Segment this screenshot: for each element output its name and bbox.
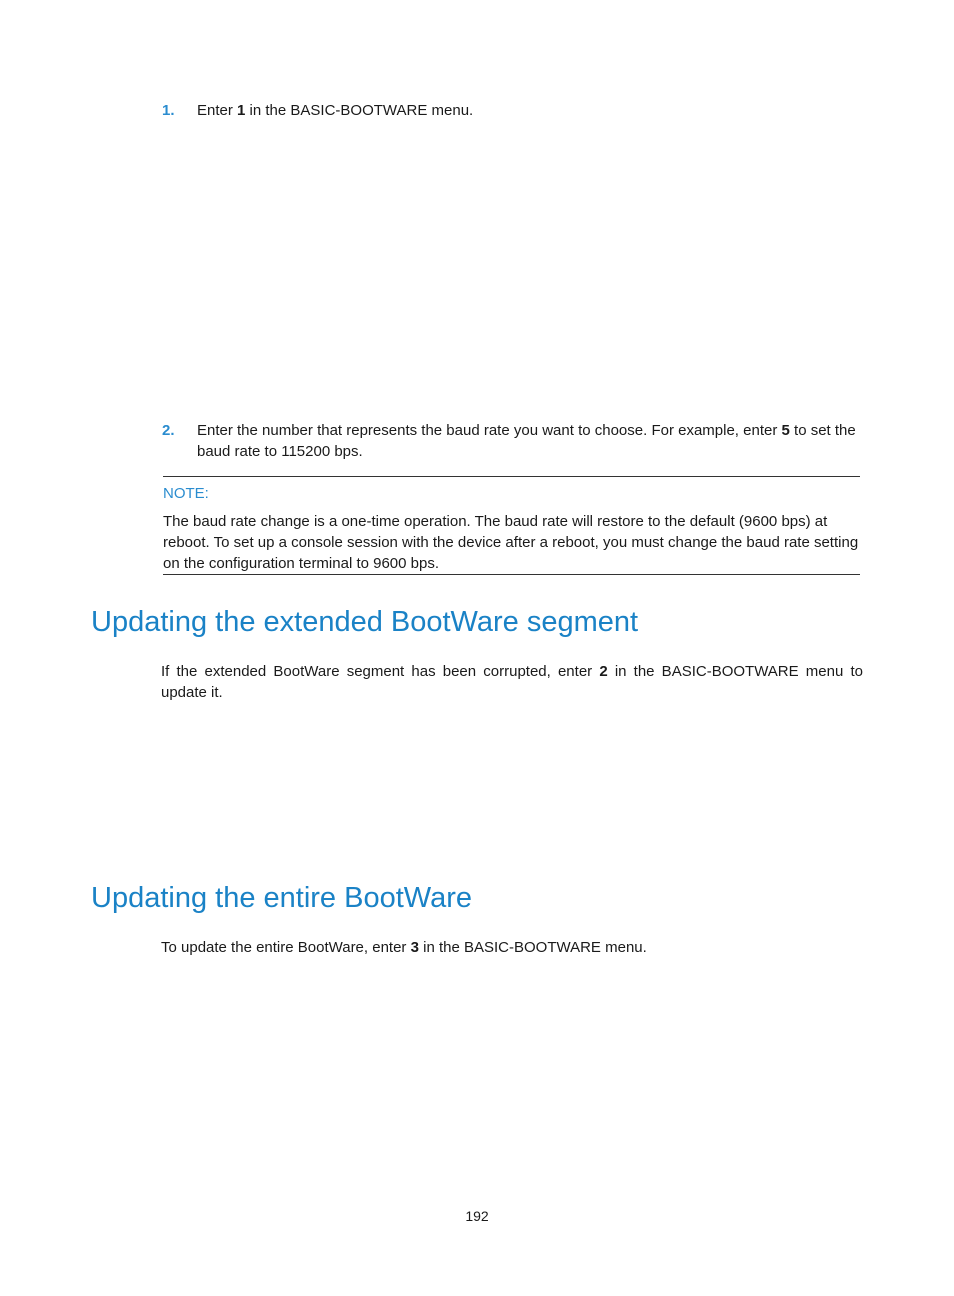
step-2-text-pre: Enter the number that represents the baud rate you want to choose. For example, enter	[197, 422, 782, 439]
step-2-number: 2.	[162, 422, 175, 439]
step-2-text-post: to set the baud rate to 115200 bps.	[197, 422, 856, 460]
section-2-text-pre: To update the entire BootWare, enter	[161, 939, 411, 956]
step-1-text	[197, 100, 857, 121]
section-2-text-post: in the BASIC-BOOTWARE menu.	[418, 939, 647, 956]
section-1-text-post: in the BASIC-BOOTWARE menu to update it.	[161, 663, 863, 701]
step-1-text-bold: 1	[237, 102, 246, 119]
note-label: NOTE:	[163, 485, 209, 502]
section-1-paragraph	[161, 661, 863, 703]
page-number: 192	[465, 1208, 489, 1224]
section-2-paragraph	[161, 937, 863, 958]
section-heading-extended-bootware: Updating the extended BootWare segment	[91, 606, 639, 638]
section-1-text-pre: If the extended BootWare segment has been corrupted, enter	[161, 663, 600, 680]
step-1-number: 1.	[162, 102, 175, 119]
step-1-text-pre: Enter	[197, 102, 238, 119]
step-1-text-post: in the BASIC-BOOTWARE menu.	[245, 102, 474, 119]
note-text: The baud rate change is a one-time operation. The baud rate will restore to the default (9600 bps) at reboot. To set up a console session with the device after a reboot, you must change the baud rate setting on the configuration terminal to 9600 bps.	[163, 513, 859, 572]
step-2-text-bold: 5	[781, 422, 790, 439]
section-2-text-bold: 3	[410, 939, 419, 956]
step-2-text	[197, 420, 867, 462]
section-heading-entire-bootware: Updating the entire BootWare	[91, 882, 472, 914]
note-box	[163, 476, 860, 575]
section-1-text-bold: 2	[599, 663, 608, 680]
